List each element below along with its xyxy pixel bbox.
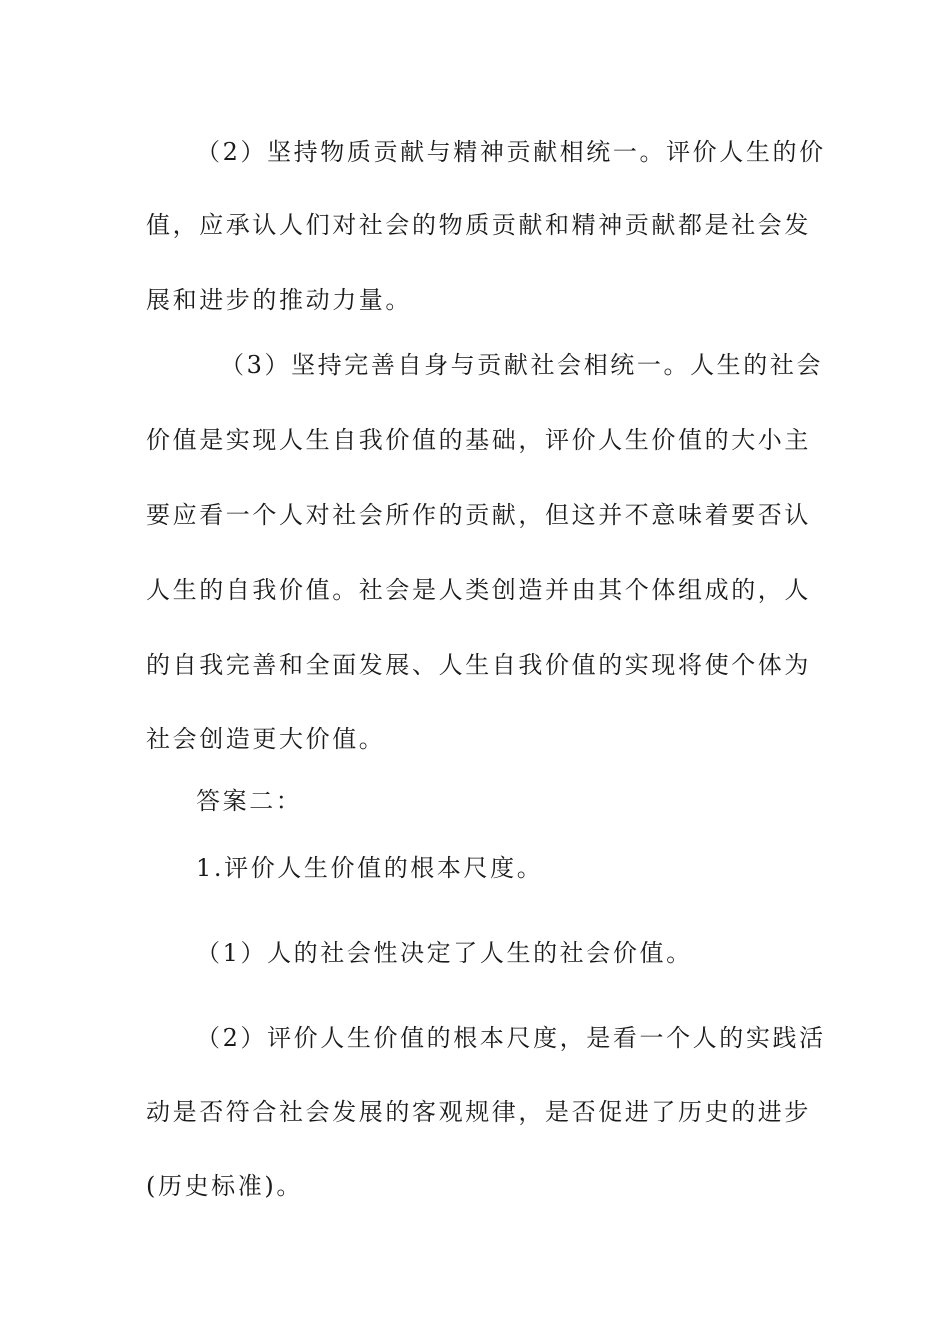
paragraph-3-line-1: （3）坚持完善自身与贡献社会相统一。人生的社会 [220, 351, 824, 379]
paragraph-3-line-4: 人生的自我价值。社会是人类创造并由其个体组成的，人 [146, 576, 811, 604]
point-1-line-1: （1）人的社会性决定了人生的社会价值。 [196, 939, 693, 967]
paragraph-2-line-1: （2）坚持物质贡献与精神贡献相统一。评价人生的价 [196, 138, 826, 166]
paragraph-2-line-2: 值，应承认人们对社会的物质贡献和精神贡献都是社会发 [146, 211, 811, 239]
paragraph-3-line-2: 价值是实现人生自我价值的基础，评价人生价值的大小主 [146, 426, 811, 454]
point-2-line-2: 动是否符合社会发展的客观规律，是否促进了历史的进步 [146, 1098, 811, 1126]
section-1-heading: 1.评价人生价值的根本尺度。 [196, 854, 544, 882]
point-2-line-3: (历史标准)。 [146, 1172, 303, 1200]
paragraph-2-line-3: 展和进步的推动力量。 [146, 286, 412, 314]
point-2-line-1: （2）评价人生价值的根本尺度，是看一个人的实践活 [196, 1024, 826, 1052]
paragraph-3-line-3: 要应看一个人对社会所作的贡献，但这并不意味着要否认 [146, 501, 811, 529]
paragraph-3-line-6: 社会创造更大价值。 [146, 725, 386, 753]
answer-two-heading: 答案二： [196, 787, 303, 815]
paragraph-3-line-5: 的自我完善和全面发展、人生自我价值的实现将使个体为 [146, 651, 811, 679]
